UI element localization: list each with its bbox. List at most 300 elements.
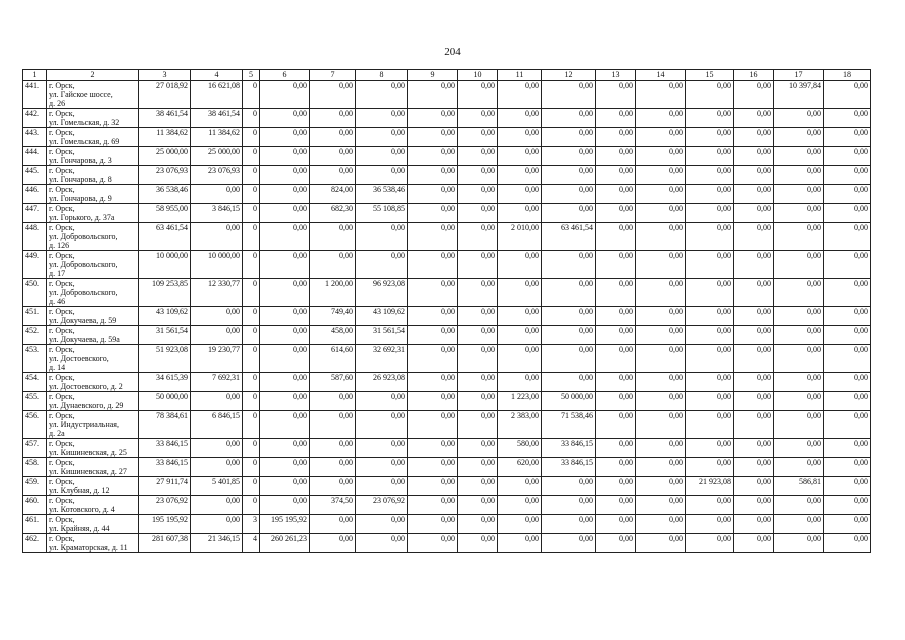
address-line: г. Орск, bbox=[49, 373, 75, 382]
value-cell: 0,00 bbox=[824, 345, 871, 373]
value-cell: 63 461,54 bbox=[542, 223, 596, 251]
value-cell: 0,00 bbox=[596, 439, 636, 458]
value-cell: 0,00 bbox=[498, 373, 542, 392]
value-cell: 0,00 bbox=[774, 326, 824, 345]
value-cell: 27 018,92 bbox=[139, 81, 191, 109]
value-cell: 0,00 bbox=[542, 534, 596, 553]
value-cell: 0,00 bbox=[310, 251, 356, 279]
value-cell: 0,00 bbox=[636, 392, 686, 411]
address-line: ул. Котовского, д. 4 bbox=[49, 505, 115, 514]
value-cell: 96 923,08 bbox=[356, 279, 408, 307]
value-cell: 0,00 bbox=[498, 496, 542, 515]
value-cell: 0,00 bbox=[458, 223, 498, 251]
value-cell: 0 bbox=[243, 81, 260, 109]
value-cell: 620,00 bbox=[498, 458, 542, 477]
value-cell: 0 bbox=[243, 147, 260, 166]
value-cell: 0,00 bbox=[542, 147, 596, 166]
value-cell: 0,00 bbox=[824, 166, 871, 185]
value-cell: 0,00 bbox=[542, 185, 596, 204]
value-cell: 0,00 bbox=[191, 223, 243, 251]
column-header: 2 bbox=[47, 70, 139, 81]
column-header: 18 bbox=[824, 70, 871, 81]
row-number: 447. bbox=[23, 204, 47, 223]
value-cell: 0 bbox=[243, 204, 260, 223]
value-cell: 0,00 bbox=[824, 534, 871, 553]
value-cell: 0,00 bbox=[734, 392, 774, 411]
value-cell: 0,00 bbox=[686, 81, 734, 109]
value-cell: 0,00 bbox=[734, 185, 774, 204]
value-cell: 0,00 bbox=[542, 251, 596, 279]
value-cell: 7 692,31 bbox=[191, 373, 243, 392]
value-cell: 0,00 bbox=[686, 345, 734, 373]
value-cell: 0,00 bbox=[636, 411, 686, 439]
value-cell: 0,00 bbox=[596, 534, 636, 553]
value-cell: 0,00 bbox=[596, 307, 636, 326]
value-cell: 0,00 bbox=[408, 128, 458, 147]
value-cell: 0,00 bbox=[408, 147, 458, 166]
value-cell: 0,00 bbox=[498, 166, 542, 185]
value-cell: 0,00 bbox=[636, 458, 686, 477]
address-line: г. Орск, bbox=[49, 496, 75, 505]
row-number: 441. bbox=[23, 81, 47, 109]
address-line: д. 46 bbox=[49, 297, 66, 306]
value-cell: 5 401,85 bbox=[191, 477, 243, 496]
table-row bbox=[23, 204, 871, 223]
value-cell: 0,00 bbox=[260, 307, 310, 326]
address-line: г. Орск, bbox=[49, 326, 75, 335]
value-cell: 0,00 bbox=[686, 439, 734, 458]
value-cell: 0,00 bbox=[734, 496, 774, 515]
table-row bbox=[23, 496, 871, 515]
value-cell: 43 109,62 bbox=[356, 307, 408, 326]
address-cell bbox=[47, 166, 139, 185]
value-cell: 0,00 bbox=[734, 373, 774, 392]
value-cell: 0 bbox=[243, 185, 260, 204]
value-cell: 0,00 bbox=[686, 515, 734, 534]
value-cell: 0,00 bbox=[824, 392, 871, 411]
address-cell bbox=[47, 392, 139, 411]
value-cell: 0,00 bbox=[458, 128, 498, 147]
value-cell: 0,00 bbox=[636, 307, 686, 326]
value-cell: 0,00 bbox=[686, 251, 734, 279]
address-line: г. Орск, bbox=[49, 307, 75, 316]
address-line: г. Орск, bbox=[49, 477, 75, 486]
value-cell: 0,00 bbox=[686, 279, 734, 307]
address-line: д. 17 bbox=[49, 269, 66, 278]
address-line: ул. Гончарова, д. 9 bbox=[49, 194, 112, 203]
value-cell: 0,00 bbox=[356, 109, 408, 128]
address-line: ул. Кишиневская, д. 25 bbox=[49, 448, 127, 457]
value-cell: 11 384,62 bbox=[191, 128, 243, 147]
value-cell: 58 955,00 bbox=[139, 204, 191, 223]
address-line: д. 126 bbox=[49, 241, 70, 250]
value-cell: 78 384,61 bbox=[139, 411, 191, 439]
value-cell: 0,00 bbox=[596, 496, 636, 515]
column-header: 16 bbox=[734, 70, 774, 81]
value-cell: 0,00 bbox=[260, 166, 310, 185]
row-number: 455. bbox=[23, 392, 47, 411]
value-cell: 38 461,54 bbox=[191, 109, 243, 128]
table-row bbox=[23, 411, 871, 439]
value-cell: 0,00 bbox=[542, 81, 596, 109]
address-line: ул. Краматорская, д. 11 bbox=[49, 543, 128, 552]
value-cell: 0,00 bbox=[734, 128, 774, 147]
address-cell bbox=[47, 185, 139, 204]
value-cell: 0,00 bbox=[260, 109, 310, 128]
column-header: 14 bbox=[636, 70, 686, 81]
address-line: ул. Дунаевского, д. 29 bbox=[49, 401, 124, 410]
column-header: 4 bbox=[191, 70, 243, 81]
value-cell: 0,00 bbox=[356, 477, 408, 496]
value-cell: 0,00 bbox=[734, 109, 774, 128]
address-line: г. Орск, bbox=[49, 128, 75, 137]
value-cell: 27 911,74 bbox=[139, 477, 191, 496]
row-number: 462. bbox=[23, 534, 47, 553]
value-cell: 0,00 bbox=[824, 477, 871, 496]
column-header: 15 bbox=[686, 70, 734, 81]
value-cell: 0,00 bbox=[458, 373, 498, 392]
address-line: г. Орск, bbox=[49, 411, 75, 420]
value-cell: 0 bbox=[243, 223, 260, 251]
row-number: 451. bbox=[23, 307, 47, 326]
value-cell: 0,00 bbox=[686, 411, 734, 439]
value-cell: 0,00 bbox=[596, 185, 636, 204]
value-cell: 10 000,00 bbox=[191, 251, 243, 279]
value-cell: 0,00 bbox=[824, 185, 871, 204]
value-cell: 0,00 bbox=[260, 326, 310, 345]
value-cell: 36 538,46 bbox=[356, 185, 408, 204]
address-cell bbox=[47, 477, 139, 496]
value-cell: 0,00 bbox=[734, 81, 774, 109]
address-line: д. 2а bbox=[49, 429, 65, 438]
value-cell: 586,81 bbox=[774, 477, 824, 496]
address-cell bbox=[47, 534, 139, 553]
table-row bbox=[23, 185, 871, 204]
value-cell: 12 330,77 bbox=[191, 279, 243, 307]
value-cell: 0,00 bbox=[191, 307, 243, 326]
value-cell: 0,00 bbox=[774, 534, 824, 553]
value-cell: 0,00 bbox=[636, 223, 686, 251]
value-cell: 0,00 bbox=[596, 279, 636, 307]
value-cell: 0,00 bbox=[542, 307, 596, 326]
value-cell: 0,00 bbox=[774, 223, 824, 251]
address-line: г. Орск, bbox=[49, 81, 75, 90]
address-line: ул. Горького, д. 37а bbox=[49, 213, 115, 222]
value-cell: 25 000,00 bbox=[191, 147, 243, 166]
address-line: г. Орск, bbox=[49, 279, 75, 288]
table-row bbox=[23, 326, 871, 345]
value-cell: 19 230,77 bbox=[191, 345, 243, 373]
value-cell: 63 461,54 bbox=[139, 223, 191, 251]
address-line: г. Орск, bbox=[49, 147, 75, 156]
value-cell: 0,00 bbox=[824, 223, 871, 251]
value-cell: 0,00 bbox=[636, 251, 686, 279]
value-cell: 50 000,00 bbox=[542, 392, 596, 411]
value-cell: 0 bbox=[243, 166, 260, 185]
value-cell: 0,00 bbox=[542, 109, 596, 128]
value-cell: 0,00 bbox=[356, 515, 408, 534]
value-cell: 0,00 bbox=[310, 392, 356, 411]
value-cell: 0,00 bbox=[260, 204, 310, 223]
value-cell: 34 615,39 bbox=[139, 373, 191, 392]
value-cell: 71 538,46 bbox=[542, 411, 596, 439]
value-cell: 0,00 bbox=[498, 534, 542, 553]
row-number: 461. bbox=[23, 515, 47, 534]
value-cell: 43 109,62 bbox=[139, 307, 191, 326]
value-cell: 0,00 bbox=[498, 515, 542, 534]
row-number: 445. bbox=[23, 166, 47, 185]
value-cell: 0,00 bbox=[458, 166, 498, 185]
value-cell: 26 923,08 bbox=[356, 373, 408, 392]
row-number: 448. bbox=[23, 223, 47, 251]
value-cell: 0,00 bbox=[774, 373, 824, 392]
value-cell: 0,00 bbox=[824, 496, 871, 515]
value-cell: 0,00 bbox=[774, 185, 824, 204]
value-cell: 0,00 bbox=[636, 326, 686, 345]
address-cell bbox=[47, 251, 139, 279]
table-row bbox=[23, 251, 871, 279]
address-cell bbox=[47, 128, 139, 147]
table-row bbox=[23, 439, 871, 458]
address-line: ул. Добровольского, bbox=[49, 232, 118, 241]
value-cell: 0,00 bbox=[498, 185, 542, 204]
value-cell: 0,00 bbox=[824, 251, 871, 279]
value-cell: 0,00 bbox=[260, 128, 310, 147]
value-cell: 33 846,15 bbox=[139, 439, 191, 458]
value-cell: 0,00 bbox=[774, 515, 824, 534]
column-header: 17 bbox=[774, 70, 824, 81]
address-line: ул. Клубная, д. 12 bbox=[49, 486, 110, 495]
value-cell: 0,00 bbox=[686, 392, 734, 411]
column-header: 6 bbox=[260, 70, 310, 81]
value-cell: 0 bbox=[243, 411, 260, 439]
row-number: 454. bbox=[23, 373, 47, 392]
value-cell: 0,00 bbox=[774, 279, 824, 307]
value-cell: 10 397,84 bbox=[774, 81, 824, 109]
value-cell: 33 846,15 bbox=[139, 458, 191, 477]
data-table bbox=[22, 69, 871, 553]
value-cell: 0,00 bbox=[498, 109, 542, 128]
value-cell: 824,00 bbox=[310, 185, 356, 204]
value-cell: 21 923,08 bbox=[686, 477, 734, 496]
value-cell: 0,00 bbox=[774, 439, 824, 458]
value-cell: 580,00 bbox=[498, 439, 542, 458]
value-cell: 0,00 bbox=[686, 128, 734, 147]
value-cell: 0,00 bbox=[498, 81, 542, 109]
address-line: г. Орск, bbox=[49, 345, 75, 354]
value-cell: 0,00 bbox=[636, 128, 686, 147]
value-cell: 0,00 bbox=[260, 81, 310, 109]
value-cell: 0,00 bbox=[686, 307, 734, 326]
value-cell: 0,00 bbox=[458, 279, 498, 307]
value-cell: 3 bbox=[243, 515, 260, 534]
value-cell: 32 692,31 bbox=[356, 345, 408, 373]
value-cell: 0,00 bbox=[260, 477, 310, 496]
row-number: 460. bbox=[23, 496, 47, 515]
value-cell: 0,00 bbox=[458, 458, 498, 477]
row-number: 446. bbox=[23, 185, 47, 204]
value-cell: 374,50 bbox=[310, 496, 356, 515]
row-number: 450. bbox=[23, 279, 47, 307]
value-cell: 0,00 bbox=[408, 166, 458, 185]
value-cell: 23 076,93 bbox=[191, 166, 243, 185]
value-cell: 0,00 bbox=[774, 496, 824, 515]
value-cell: 0,00 bbox=[636, 81, 686, 109]
value-cell: 0,00 bbox=[686, 204, 734, 223]
column-header: 3 bbox=[139, 70, 191, 81]
value-cell: 0,00 bbox=[310, 109, 356, 128]
address-line: ул. Достоевского, д. 2 bbox=[49, 382, 123, 391]
address-cell bbox=[47, 373, 139, 392]
value-cell: 0,00 bbox=[636, 185, 686, 204]
value-cell: 0,00 bbox=[542, 345, 596, 373]
value-cell: 0,00 bbox=[686, 185, 734, 204]
value-cell: 0,00 bbox=[356, 166, 408, 185]
value-cell: 0,00 bbox=[310, 147, 356, 166]
value-cell: 0,00 bbox=[191, 185, 243, 204]
value-cell: 0,00 bbox=[458, 477, 498, 496]
value-cell: 0,00 bbox=[734, 458, 774, 477]
value-cell: 0,00 bbox=[498, 204, 542, 223]
value-cell: 0,00 bbox=[356, 223, 408, 251]
value-cell: 3 846,15 bbox=[191, 204, 243, 223]
value-cell: 0,00 bbox=[408, 458, 458, 477]
address-cell bbox=[47, 458, 139, 477]
value-cell: 1 200,00 bbox=[310, 279, 356, 307]
value-cell: 0,00 bbox=[824, 147, 871, 166]
address-cell bbox=[47, 345, 139, 373]
value-cell: 0,00 bbox=[636, 534, 686, 553]
value-cell: 23 076,92 bbox=[139, 496, 191, 515]
value-cell: 0,00 bbox=[310, 439, 356, 458]
value-cell: 0,00 bbox=[408, 534, 458, 553]
value-cell: 0,00 bbox=[734, 477, 774, 496]
row-number: 449. bbox=[23, 251, 47, 279]
row-number: 458. bbox=[23, 458, 47, 477]
table-row bbox=[23, 373, 871, 392]
value-cell: 0,00 bbox=[458, 109, 498, 128]
value-cell: 0,00 bbox=[498, 279, 542, 307]
value-cell: 0 bbox=[243, 496, 260, 515]
value-cell: 0,00 bbox=[356, 411, 408, 439]
column-header: 11 bbox=[498, 70, 542, 81]
column-header: 5 bbox=[243, 70, 260, 81]
value-cell: 0,00 bbox=[824, 307, 871, 326]
value-cell: 10 000,00 bbox=[139, 251, 191, 279]
value-cell: 0 bbox=[243, 307, 260, 326]
value-cell: 0,00 bbox=[734, 515, 774, 534]
value-cell: 0,00 bbox=[408, 515, 458, 534]
value-cell: 0,00 bbox=[260, 496, 310, 515]
value-cell: 0,00 bbox=[260, 147, 310, 166]
value-cell: 0,00 bbox=[542, 166, 596, 185]
value-cell: 260 261,23 bbox=[260, 534, 310, 553]
value-cell: 0,00 bbox=[596, 109, 636, 128]
page-number: 204 bbox=[444, 46, 461, 58]
address-line: ул. Гончарова, д. 3 bbox=[49, 156, 112, 165]
value-cell: 31 561,54 bbox=[356, 326, 408, 345]
value-cell: 0,00 bbox=[458, 204, 498, 223]
value-cell: 0,00 bbox=[596, 81, 636, 109]
row-number: 459. bbox=[23, 477, 47, 496]
value-cell: 0,00 bbox=[636, 496, 686, 515]
value-cell: 0,00 bbox=[356, 458, 408, 477]
value-cell: 0,00 bbox=[824, 109, 871, 128]
value-cell: 2 010,00 bbox=[498, 223, 542, 251]
value-cell: 0 bbox=[243, 345, 260, 373]
value-cell: 0,00 bbox=[686, 147, 734, 166]
address-line: г. Орск, bbox=[49, 392, 75, 401]
value-cell: 749,40 bbox=[310, 307, 356, 326]
value-cell: 0,00 bbox=[596, 166, 636, 185]
table-row bbox=[23, 392, 871, 411]
value-cell: 0,00 bbox=[408, 496, 458, 515]
value-cell: 0,00 bbox=[458, 147, 498, 166]
address-line: г. Орск, bbox=[49, 439, 75, 448]
value-cell: 21 346,15 bbox=[191, 534, 243, 553]
value-cell: 0,00 bbox=[260, 279, 310, 307]
table-row bbox=[23, 109, 871, 128]
value-cell: 0,00 bbox=[774, 458, 824, 477]
value-cell: 0,00 bbox=[596, 251, 636, 279]
value-cell: 31 561,54 bbox=[139, 326, 191, 345]
value-cell: 0,00 bbox=[824, 326, 871, 345]
value-cell: 1 223,00 bbox=[498, 392, 542, 411]
address-line: ул. Достоевского, bbox=[49, 354, 109, 363]
value-cell: 0,00 bbox=[356, 81, 408, 109]
value-cell: 0,00 bbox=[774, 204, 824, 223]
value-cell: 50 000,00 bbox=[139, 392, 191, 411]
address-line: ул. Гайское шоссе, bbox=[49, 90, 113, 99]
value-cell: 0,00 bbox=[734, 345, 774, 373]
value-cell: 0,00 bbox=[310, 81, 356, 109]
value-cell: 0,00 bbox=[458, 392, 498, 411]
value-cell: 25 000,00 bbox=[139, 147, 191, 166]
table-row bbox=[23, 477, 871, 496]
value-cell: 0,00 bbox=[636, 204, 686, 223]
value-cell: 0,00 bbox=[356, 128, 408, 147]
value-cell: 0,00 bbox=[636, 439, 686, 458]
value-cell: 0 bbox=[243, 251, 260, 279]
value-cell: 0,00 bbox=[596, 147, 636, 166]
value-cell: 0,00 bbox=[734, 307, 774, 326]
value-cell: 55 108,85 bbox=[356, 204, 408, 223]
value-cell: 0,00 bbox=[498, 128, 542, 147]
address-line: ул. Добровольского, bbox=[49, 288, 118, 297]
row-number: 453. bbox=[23, 345, 47, 373]
value-cell: 0,00 bbox=[356, 251, 408, 279]
value-cell: 0,00 bbox=[824, 458, 871, 477]
value-cell: 0,00 bbox=[408, 109, 458, 128]
value-cell: 0 bbox=[243, 373, 260, 392]
value-cell: 0,00 bbox=[542, 128, 596, 147]
value-cell: 0,00 bbox=[686, 534, 734, 553]
value-cell: 0,00 bbox=[596, 326, 636, 345]
value-cell: 0,00 bbox=[596, 515, 636, 534]
value-cell: 0,00 bbox=[686, 496, 734, 515]
table-row bbox=[23, 279, 871, 307]
value-cell: 0,00 bbox=[191, 515, 243, 534]
value-cell: 0,00 bbox=[498, 477, 542, 496]
row-number: 457. bbox=[23, 439, 47, 458]
address-line: г. Орск, bbox=[49, 185, 75, 194]
value-cell: 6 846,15 bbox=[191, 411, 243, 439]
value-cell: 33 846,15 bbox=[542, 439, 596, 458]
value-cell: 0,00 bbox=[408, 279, 458, 307]
address-cell bbox=[47, 204, 139, 223]
value-cell: 0,00 bbox=[636, 477, 686, 496]
row-number: 456. bbox=[23, 411, 47, 439]
